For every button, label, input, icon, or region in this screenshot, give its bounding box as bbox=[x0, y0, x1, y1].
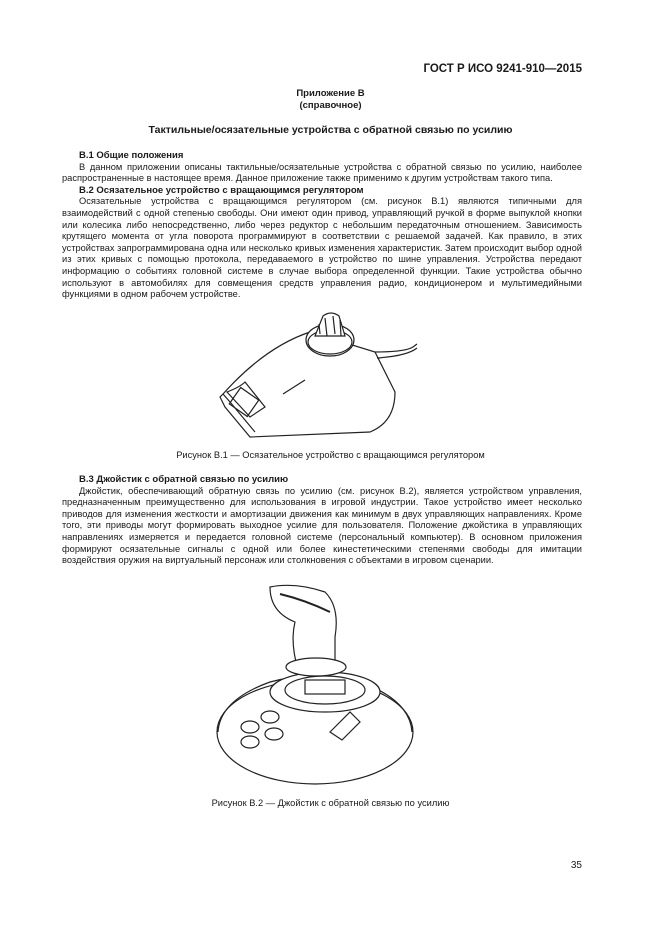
annex-heading bbox=[0, 88, 661, 112]
section-paragraph-b3: Джойстик, обеспечивающий обратную связь по усилию (см. рисунок В.2), является устройством управления, предназначенным преимущественно для использования в игровой индустрии. Такое устройство имеет несколько приводов для изменения жесткости и амортизации движения как минимум в двух управляющих направлениях. Кроме того, эти приводы могут формировать выходное усилие для пользователя. Положение джойстика в управляющих направлениях измеряется и передается головной системе (персональный компьютер). В основном приложения формируют осязательные сигналы с одной или более кинестетическими степенями свободы для имитации воздействия оружия на виртуальный персонаж или столкновения с объектами в игровом сценарии. bbox=[62, 485, 582, 566]
rotary-knob-device-drawing-icon bbox=[195, 312, 425, 442]
force-feedback-joystick-drawing-icon bbox=[210, 582, 420, 792]
figure-b1-caption: Рисунок В.1 — Осязательное устройство с вращающимся регулятором bbox=[176, 450, 485, 460]
section-heading-b1: В.1 Общие положения bbox=[79, 150, 184, 161]
page-number: 35 bbox=[570, 860, 582, 871]
section-paragraph-b2: Осязательные устройства с вращающимся регулятором (см. рисунок В.1) являются типичными для взаимодействий с одной степенью свободы. Они имеют один привод, управляющий ручкой в форме выпуклой кнопки или колесика либо непосредственно, либо через редуктор с небольшим передаточным отношением. Зависимость крутящего момента от угла поворота программируют в соответствии с решаемой задачей. Как правило, в этих устройствах запрограммирована одна или несколько кривых изменения характеристик. Затем происходит выбор одной из этих кривых с помощью протокола, передаваемого в устройство по шине управления. Устройства передают информацию о событиях головной системе в случае выбора определенной функции. Такие устройства обычно используют в автомобилях для совмещения средств управления радио, кондиционером и мультимедийными функциями в одном рабочем устройстве. bbox=[62, 196, 582, 300]
figure-b1 bbox=[195, 312, 425, 442]
annex-type: (справочное) bbox=[299, 100, 362, 111]
annex-title: Тактильные/осязательные устройства с обратной связью по усилию bbox=[148, 124, 513, 136]
annex-label: Приложение В bbox=[296, 88, 365, 99]
section-b1-b2 bbox=[62, 150, 582, 301]
section-b3 bbox=[62, 474, 582, 567]
standard-code-header: ГОСТ Р ИСО 9241-910—2015 bbox=[423, 63, 582, 75]
section-paragraph-b1: В данном приложении описаны тактильные/осязательные устройства с обратной связью по усилию, наиболее распространенные в настоящее время. Данное приложение также применимо к другим устройствам такого типа. bbox=[62, 161, 582, 184]
figure-b2-caption: Рисунок В.2 — Джойстик с обратной связью по усилию bbox=[211, 798, 450, 808]
section-heading-b3: В.3 Джойстик с обратной связью по усилию bbox=[79, 474, 289, 485]
section-heading-b2: В.2 Осязательное устройство с вращающимся регулятором bbox=[79, 184, 364, 196]
figure-b2 bbox=[210, 582, 420, 792]
